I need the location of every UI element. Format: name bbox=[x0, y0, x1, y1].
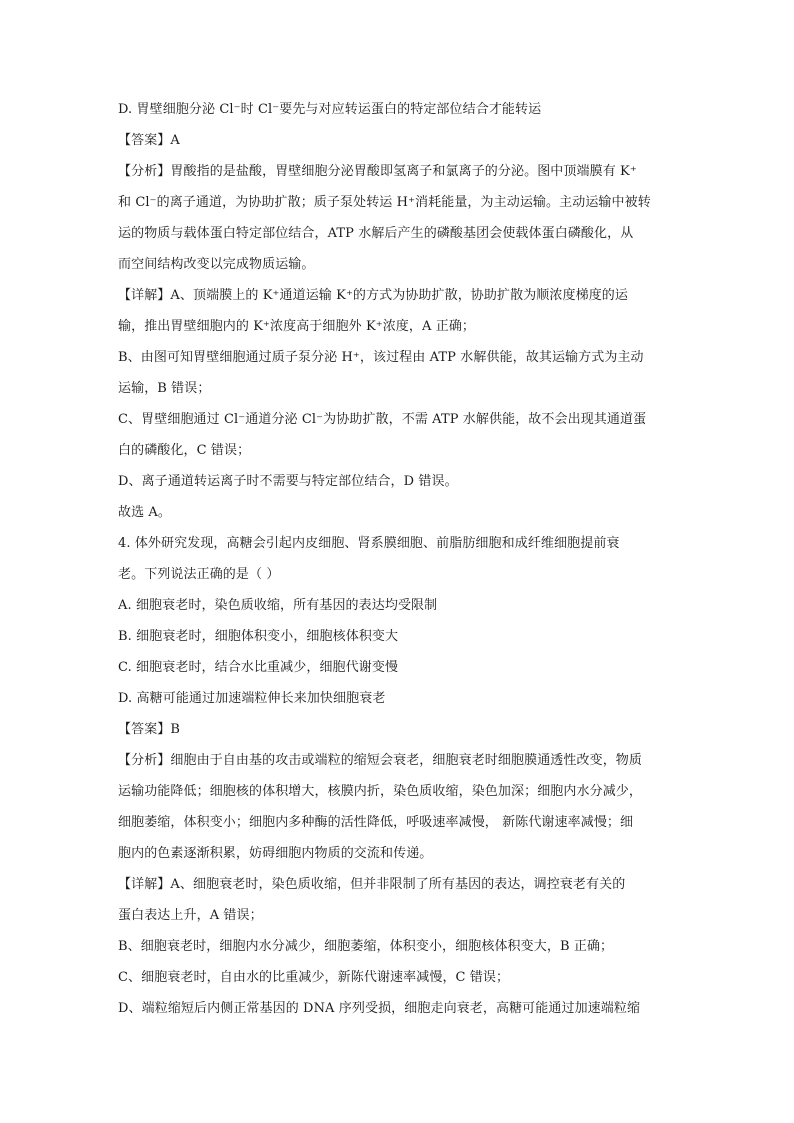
analysis-text: 运输功能降低；细胞核的体积增大，核膜内折，染色质收缩，染色加深；细胞内水分减少， bbox=[118, 784, 643, 799]
analysis-text: 和 Cl⁻的离子通道，为协助扩散；质子泵处转运 H⁺消耗能量，为主动运输。主动运输中被转 bbox=[118, 195, 651, 210]
conclusion-text: 故选 A。 bbox=[118, 505, 172, 520]
explanation-text: B、细胞衰老时，细胞内水分减少，细胞萎缩，体积变小，细胞核体积变大，B 正确； bbox=[118, 939, 614, 954]
analysis-text: 而空间结构改变以完成物质运输。 bbox=[118, 257, 315, 272]
option-b: B. 细胞衰老时，细胞体积变小，细胞核体积变大 bbox=[118, 629, 399, 644]
explanation-text: 【详解】A、顶端膜上的 K⁺通道运输 K⁺的方式为协助扩散，协助扩散为顺浓度梯度的运 bbox=[118, 288, 629, 303]
option-d: D. 高糖可能通过加速端粒伸长来加快细胞衰老 bbox=[118, 691, 386, 706]
explanation-text: C、细胞衰老时，自由水的比重减少，新陈代谢速率减慢，C 错误； bbox=[118, 970, 510, 985]
explanation-text: 输，推出胃壁细胞内的 K⁺浓度高于细胞外 K⁺浓度，A 正确； bbox=[118, 319, 476, 334]
explanation-text: 白的磷酸化，C 错误； bbox=[118, 443, 251, 458]
explanation-text: D、端粒缩短后内侧正常基因的 DNA 序列受损，细胞走向衰老，高糖可能通过加速端粒缩 bbox=[118, 1001, 641, 1016]
answer-label: 【答案】A bbox=[118, 133, 180, 148]
document-body bbox=[118, 100, 683, 1030]
option-c: C. 细胞衰老时，结合水比重减少，细胞代谢变慢 bbox=[118, 660, 399, 675]
analysis-text: 【分析】细胞由于自由基的攻击或端粒的缩短会衰老，细胞衰老时细胞膜通透性改变，物质 bbox=[118, 753, 643, 768]
explanation-text: 蛋白表达上升，A 错误； bbox=[118, 908, 263, 923]
explanation-text: 运输，B 错误； bbox=[118, 381, 211, 396]
analysis-text: 运的物质与载体蛋白特定部位结合，ATP 水解后产生的磷酸基团会使载体蛋白磷酸化，从 bbox=[118, 226, 634, 241]
text-line: D. 胃壁细胞分泌 Cl⁻时 Cl⁻要先与对应转运蛋白的特定部位结合才能转运 bbox=[118, 102, 542, 117]
analysis-text: 细胞萎缩，体积变小；细胞内多种酶的活性降低，呼吸速率减慢， 新陈代谢速率减慢；细 bbox=[118, 815, 634, 830]
option-a: A. 细胞衰老时，染色质收缩，所有基因的表达均受限制 bbox=[118, 598, 438, 613]
answer-label: 【答案】B bbox=[118, 722, 181, 737]
explanation-text: 【详解】A、细胞衰老时，染色质收缩，但并非限制了所有基因的表达，调控衰老有关的 bbox=[118, 877, 626, 892]
analysis-text: 胞内的色素逐渐积累，妨碍细胞内物质的交流和传递。 bbox=[118, 846, 433, 861]
explanation-text: D、离子通道转运离子时不需要与特定部位结合，D 错误。 bbox=[118, 474, 458, 489]
explanation-text: C、胃壁细胞通过 Cl⁻通道分泌 Cl⁻为协助扩散，不需 ATP 水解供能，故不会出现其通道蛋 bbox=[118, 412, 647, 427]
analysis-text: 【分析】胃酸指的是盐酸，胃壁细胞分泌胃酸即氢离子和氯离子的分泌。图中顶端膜有 K⁺ bbox=[118, 164, 637, 179]
explanation-text: B、由图可知胃壁细胞通过质子泵分泌 H⁺，该过程由 ATP 水解供能，故其运输方式为主动 bbox=[118, 350, 644, 365]
question-stem: 老。下列说法正确的是（ ） bbox=[118, 567, 280, 582]
question-stem: 4. 体外研究发现，高糖会引起内皮细胞、肾系膜细胞、前脂肪细胞和成纤维细胞提前衰 bbox=[118, 536, 620, 551]
